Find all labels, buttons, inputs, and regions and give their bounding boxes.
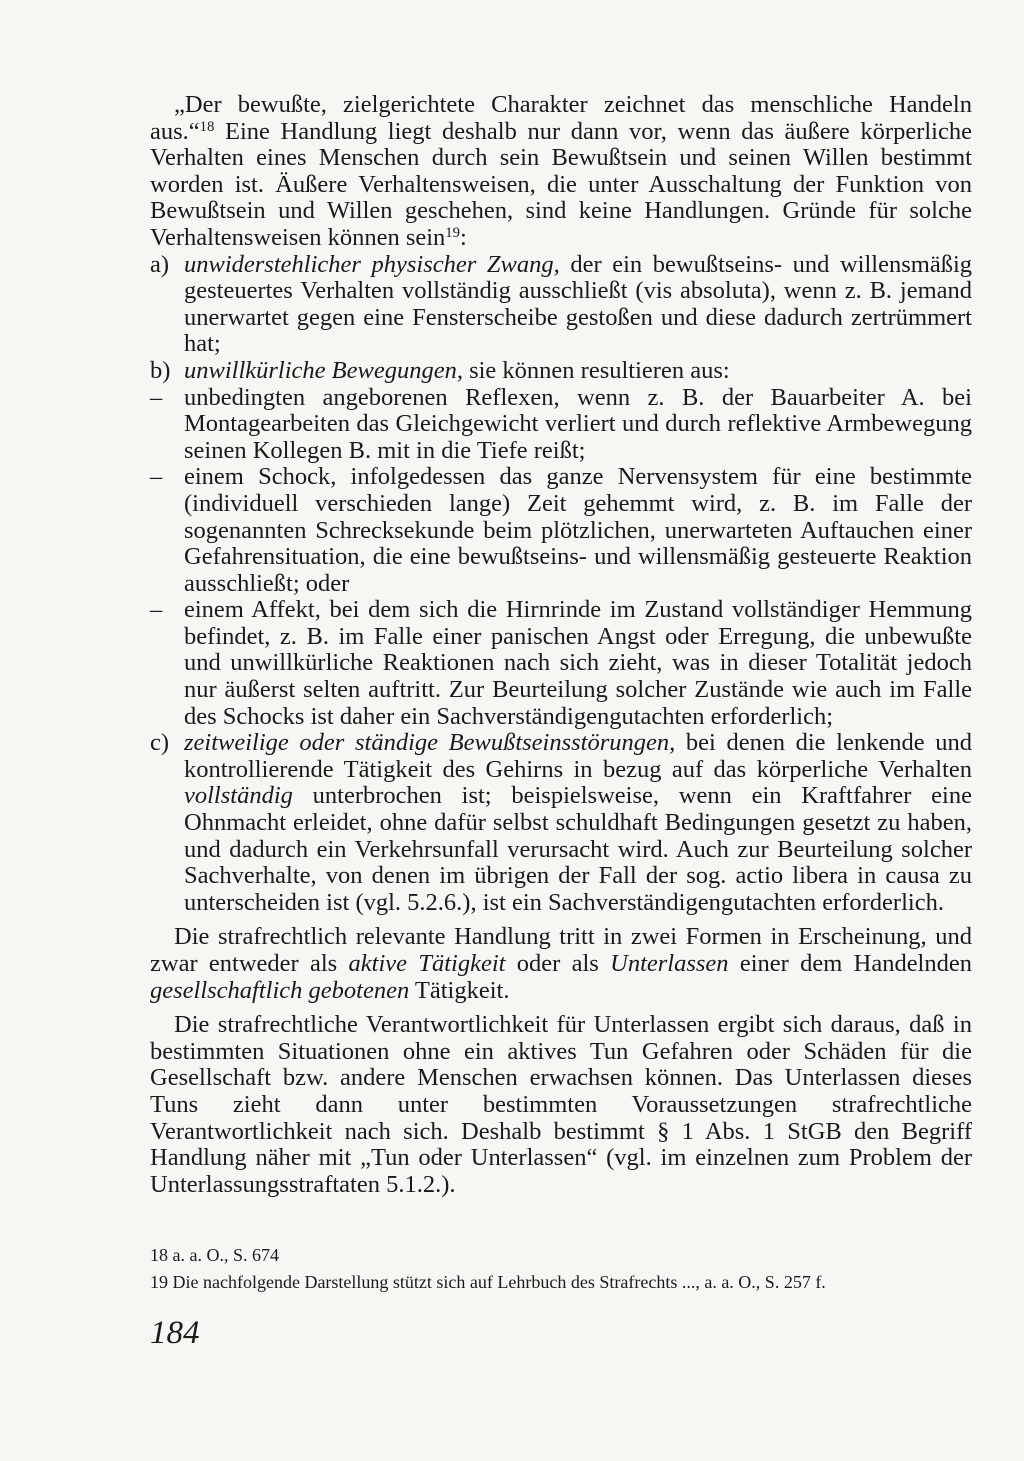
- page-number: 184: [150, 1315, 200, 1351]
- footnote-18: 18 a. a. O., S. 674: [150, 1245, 279, 1265]
- list-item-a: [150, 252, 972, 358]
- dash-label: –: [150, 383, 163, 411]
- dash-item-text: einem Schock, infolgedessen das ganze Nervensystem für eine bestimmte (individuell verschieden lange) Zeit gehemmt wird, z. B. im Falle der sogenannten Schrecksekunde beim plötzlichen, unerwarteten Auftauchen einer Gefahrensituation, die eine bewußtseins- und willensmäßig gesteuerte Reaktion ausschließt; oder: [184, 463, 972, 597]
- paragraph-text: oder als: [505, 950, 611, 977]
- main-text: [150, 92, 972, 1198]
- list-item-text: unterbrochen ist; beispielsweise, wenn ein Kraftfahrer eine Ohnmacht erleidet, ohne dafür selbst schuldhaft Bedingungen gesetzt zu haben, und dadurch ein Verkehrsunfall verursacht wird. Auch zur Beurteilung solcher Sachverhalte, von denen im übrigen der Fall der sog. actio libera in causa zu unterscheiden ist (vgl. 5.2.6.), ist ein Sachverständigengutachten erforderlich.: [184, 782, 972, 916]
- footnote-ref-19: 19: [445, 224, 460, 241]
- dash-item-text: unbedingten angeborenen Reflexen, wenn z. B. der Bauarbeiter A. bei Montagearbeiten das Gleichgewicht verliert und durch reflektive Armbewegung seinen Kollegen B. mit in die Tiefe reißt;: [184, 383, 972, 464]
- dash-item: [150, 464, 972, 597]
- emphasis-term: gesellschaftlich gebotenen: [150, 976, 410, 1004]
- list-item-text: sie können resultieren aus:: [462, 356, 730, 384]
- paragraph-1: [150, 92, 972, 252]
- list-item-text: der ein bewußtseins- und willensmäßig gesteuertes Verhalten vollständig ausschließt (vis absoluta), wenn z. B. jemand unerwartet gegen eine Fensterscheibe gestoßen und diese dadurch zertrümmert hat;: [184, 250, 972, 358]
- paragraph-text: Eine Handlung liegt deshalb nur dann vor, wenn das äußere körperliche Verhalten eines Menschen durch sein Bewußtsein und seinen Willen bestimmt worden ist. Äußere Verhaltensweisen, die unter Ausschaltung der Funktion von Bewußtsein und Willen geschehen, sind keine Handlungen. Gründe für solche Verhaltensweisen können sein: [150, 117, 972, 251]
- emphasis-term: zeitweilige oder ständige Bewußtseinsstörungen,: [184, 729, 676, 757]
- footnote-ref-18: 18: [199, 118, 215, 135]
- dash-item: [150, 597, 972, 730]
- emphasis-term: Unterlassen: [610, 950, 729, 977]
- list-item-body: [184, 252, 972, 358]
- quote-text: „Der bewußte, zielgerichtete Charakter zeichnet das menschliche Handeln aus.“: [150, 91, 972, 145]
- paragraph-3: Die strafrechtliche Verantwortlichkeit für Unterlassen ergibt sich daraus, daß in bestimmten Situationen ohne ein aktives Tun Gefahren oder Schäden für die Gesellschaft bzw. andere Menschen erwachsen können. Das Unterlassen dieses Tuns zieht dann unter bestimmten Voraussetzungen strafrechtliche Verantwortlichkeit nach sich. Deshalb bestimmt § 1 Abs. 1 StGB den Begriff Handlung näher mit „Tun oder Unterlassen“ (vgl. im einzelnen zum Problem der Unterlassungsstraftaten 5.1.2.).: [150, 1011, 972, 1198]
- list-item-b: [150, 358, 972, 385]
- paragraph-text: Die strafrechtlich relevante Handlung tritt in zwei Formen in Erscheinung, und zwar entweder als: [150, 923, 972, 977]
- paragraph-text: Tätigkeit.: [409, 976, 510, 1004]
- list-label: a): [150, 250, 170, 278]
- list-item-body: [184, 730, 972, 916]
- list-item-text: bei denen die lenkende und kontrollierende Tätigkeit des Gehirns in bezug auf das körperliche Verhalten: [184, 729, 972, 783]
- paragraph-2: [150, 924, 972, 1004]
- emphasis-term: aktive Tätigkeit: [348, 950, 506, 977]
- footnote-19: 19 Die nachfolgende Darstellung stützt sich auf Lehrbuch des Strafrechts ..., a. a. O., S. 257 f.: [150, 1272, 826, 1292]
- dash-label: –: [150, 596, 163, 624]
- list-item-body: [184, 358, 972, 385]
- paragraph-text: :: [459, 223, 467, 251]
- emphasis-term: vollständig: [184, 782, 293, 810]
- emphasis-term: unwiderstehlicher physischer Zwang,: [184, 250, 560, 278]
- list-label: b): [150, 356, 171, 384]
- paragraph-text: einer dem Handelnden: [728, 950, 972, 977]
- list-label: c): [150, 729, 170, 757]
- dash-item: [150, 385, 972, 465]
- footnotes: [150, 1242, 972, 1296]
- emphasis-term: unwillkürliche Bewegungen,: [184, 356, 463, 384]
- dash-label: –: [150, 463, 163, 491]
- list-item-c: [150, 730, 972, 916]
- dash-item-text: einem Affekt, bei dem sich die Hirnrinde im Zustand vollständiger Hemmung befindet, z. B. im Falle einer panischen Angst oder Erregung, die unbewußte und unwillkürliche Reaktionen nach sich zieht, was in dieser Totalität jedoch nur äußerst selten auftritt. Zur Beurteilung solcher Zustände wie auch im Falle des Schocks ist daher ein Sachverständigengutachten erforderlich;: [184, 596, 972, 730]
